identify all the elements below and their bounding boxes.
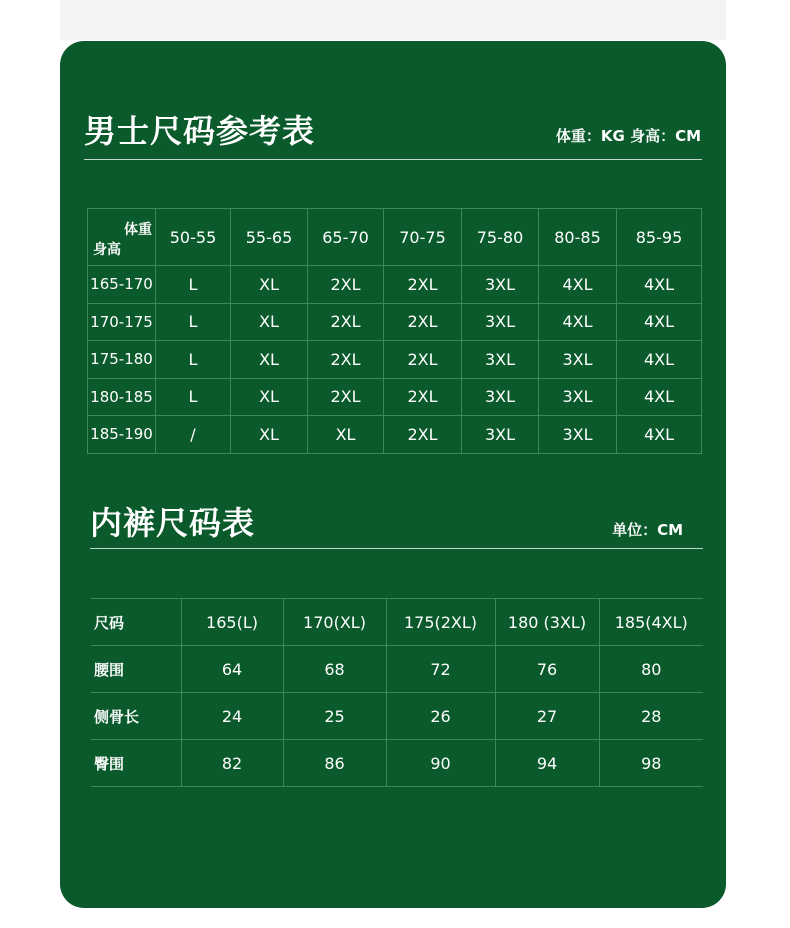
size-cell: 3XL (539, 416, 617, 454)
measure-cell: 82 (181, 740, 283, 787)
size-cell: 3XL (462, 303, 539, 341)
measure-cell: 86 (283, 740, 386, 787)
mens-size-title: 男士尺码参考表 (84, 112, 316, 150)
size-cell: 2XL (384, 303, 462, 341)
weight-header: 75-80 (462, 209, 539, 266)
weight-header: 85-95 (617, 209, 702, 266)
table-row (88, 378, 702, 416)
size-header: 165(L) (181, 599, 283, 646)
measure-label: 侧骨长 (91, 693, 181, 740)
size-cell: 2XL (384, 378, 462, 416)
table-row (88, 303, 702, 341)
size-cell: 2XL (384, 341, 462, 379)
table-row (91, 646, 703, 693)
size-cell: XL (231, 341, 308, 379)
size-cell: 2XL (308, 266, 384, 304)
size-header: 185(4XL) (599, 599, 703, 646)
height-label: 180-185 (88, 378, 156, 416)
table-row (88, 341, 702, 379)
measure-cell: 25 (283, 693, 386, 740)
height-label: 175-180 (88, 341, 156, 379)
size-cell: L (156, 266, 231, 304)
table-header-row (91, 599, 703, 646)
size-cell: 4XL (617, 341, 702, 379)
size-cell: 4XL (617, 303, 702, 341)
size-cell: XL (231, 303, 308, 341)
height-label: 165-170 (88, 266, 156, 304)
height-label: 185-190 (88, 416, 156, 454)
measure-cell: 90 (386, 740, 495, 787)
measure-label: 臀围 (91, 740, 181, 787)
size-cell: 4XL (617, 266, 702, 304)
measure-cell: 68 (283, 646, 386, 693)
measure-cell: 80 (599, 646, 703, 693)
size-cell: 3XL (539, 341, 617, 379)
size-cell: / (156, 416, 231, 454)
underwear-divider (90, 548, 703, 549)
size-cell: 2XL (384, 416, 462, 454)
table-row (88, 416, 702, 454)
top-strip (60, 0, 726, 40)
size-cell: XL (231, 416, 308, 454)
mens-size-table (87, 208, 702, 454)
measure-cell: 26 (386, 693, 495, 740)
measure-cell: 98 (599, 740, 703, 787)
size-cell: 2XL (308, 378, 384, 416)
size-cell: XL (308, 416, 384, 454)
table-row (91, 693, 703, 740)
measure-cell: 94 (495, 740, 599, 787)
size-cell: 4XL (617, 378, 702, 416)
size-cell: L (156, 341, 231, 379)
measure-label: 腰围 (91, 646, 181, 693)
measure-cell: 76 (495, 646, 599, 693)
table-row (88, 266, 702, 304)
measure-cell: 27 (495, 693, 599, 740)
size-header: 170(XL) (283, 599, 386, 646)
mens-unit-label: 体重：KG 身高：CM (555, 127, 701, 145)
size-cell: XL (231, 266, 308, 304)
weight-header: 70-75 (384, 209, 462, 266)
mens-divider (84, 159, 702, 160)
measure-cell: 72 (386, 646, 495, 693)
size-cell: 4XL (539, 266, 617, 304)
weight-header: 80-85 (539, 209, 617, 266)
measure-cell: 64 (181, 646, 283, 693)
size-cell: 2XL (308, 303, 384, 341)
size-header: 175(2XL) (386, 599, 495, 646)
size-cell: 4XL (617, 416, 702, 454)
size-cell: XL (231, 378, 308, 416)
size-cell: L (156, 303, 231, 341)
size-header: 180 (3XL) (495, 599, 599, 646)
size-cell: 3XL (462, 266, 539, 304)
weight-header: 50-55 (156, 209, 231, 266)
measure-cell: 28 (599, 693, 703, 740)
corner-height-label: 身高 (93, 242, 121, 258)
size-cell: 3XL (462, 416, 539, 454)
size-cell: 3XL (462, 341, 539, 379)
table-corner (88, 209, 156, 266)
underwear-size-table (91, 598, 703, 787)
height-label: 170-175 (88, 303, 156, 341)
size-cell: 2XL (384, 266, 462, 304)
size-cell: L (156, 378, 231, 416)
size-cell: 3XL (462, 378, 539, 416)
underwear-size-title: 内裤尺码表 (90, 504, 256, 542)
size-cell: 4XL (539, 303, 617, 341)
size-header-label: 尺码 (91, 599, 181, 646)
underwear-unit-label: 单位：CM (612, 521, 683, 539)
measure-cell: 24 (181, 693, 283, 740)
corner-weight-label: 体重 (124, 222, 152, 238)
size-cell: 3XL (539, 378, 617, 416)
weight-header: 65-70 (308, 209, 384, 266)
weight-header: 55-65 (231, 209, 308, 266)
size-cell: 2XL (308, 341, 384, 379)
table-row (91, 740, 703, 787)
